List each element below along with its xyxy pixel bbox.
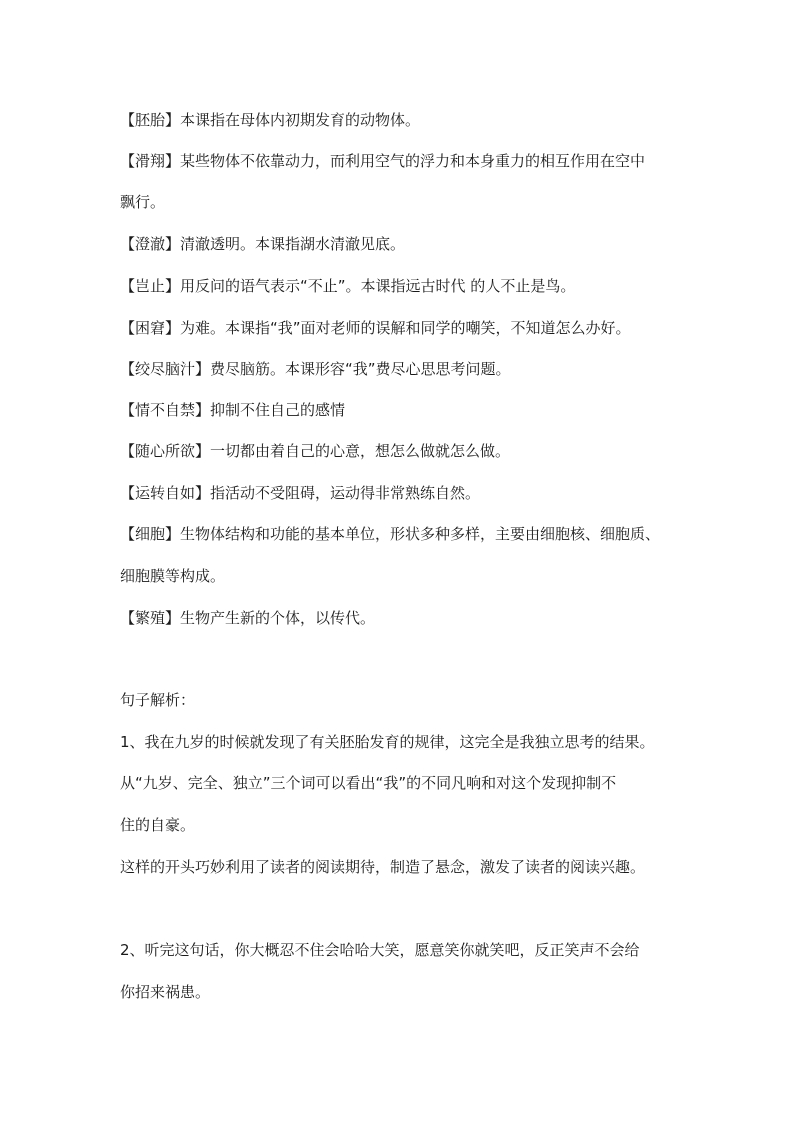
analysis-line: 住的自豪。	[120, 816, 196, 834]
analysis-line: 1、我在九岁的时候就发现了有关胚胎发育的规律，这完全是我独立思考的结果。	[120, 733, 655, 751]
vocab-entry-xibao: 【细胞】生物体结构和功能的基本单位，形状多种多样，主要由细胞核、细胞质、	[120, 525, 661, 543]
vocab-entry-suixinsuoyu: 【随心所欲】一切都由着自己的心意，想怎么做就怎么做。	[120, 442, 511, 460]
analysis-line: 2、听完这句话，你大概忍不住会哈哈大笑，愿意笑你就笑吧，反正笑声不会给	[120, 941, 640, 959]
analysis-heading: 句子解析：	[120, 691, 196, 709]
vocab-entry-qizhi: 【岂止】用反问的语气表示“不止”。本课指远古时代 的人不止是鸟。	[120, 277, 576, 295]
vocab-entry-huaxiang-cont: 飘行。	[120, 193, 166, 211]
analysis-line: 从“九岁、完全、独立”三个词可以看出“我”的不同凡响和对这个发现抑制不	[120, 774, 617, 792]
vocab-entry-xibao-cont: 细胞膜等构成。	[120, 567, 226, 585]
analysis-line: 你招来祸患。	[120, 983, 211, 1001]
vocab-entry-kunjiong: 【困窘】为难。本课指“我”面对老师的误解和同学的嘲笑，不知道怎么办好。	[120, 319, 631, 337]
vocab-entry-yunzhuanziru: 【运转自如】指活动不受阻碍，运动得非常熟练自然。	[120, 484, 481, 502]
vocab-entry-chengche: 【澄澈】清澈透明。本课指湖水清澈见底。	[120, 235, 406, 253]
vocab-entry-peitai: 【胚胎】本课指在母体内初期发育的动物体。	[120, 111, 421, 129]
vocab-entry-jiaojinnaozhi: 【绞尽脑汁】费尽脑筋。本课形容“我”费尽心思思考问题。	[120, 360, 511, 378]
vocab-entry-fanzhi: 【繁殖】生物产生新的个体，以传代。	[120, 609, 376, 627]
analysis-line: 这样的开头巧妙利用了读者的阅读期待，制造了悬念，激发了读者的阅读兴趣。	[120, 858, 646, 876]
vocab-entry-qingbuzijin: 【情不自禁】抑制不住自己的感情	[120, 401, 346, 419]
vocab-entry-huaxiang: 【滑翔】某些物体不依靠动力，而利用空气的浮力和本身重力的相互作用在空中	[120, 152, 646, 170]
